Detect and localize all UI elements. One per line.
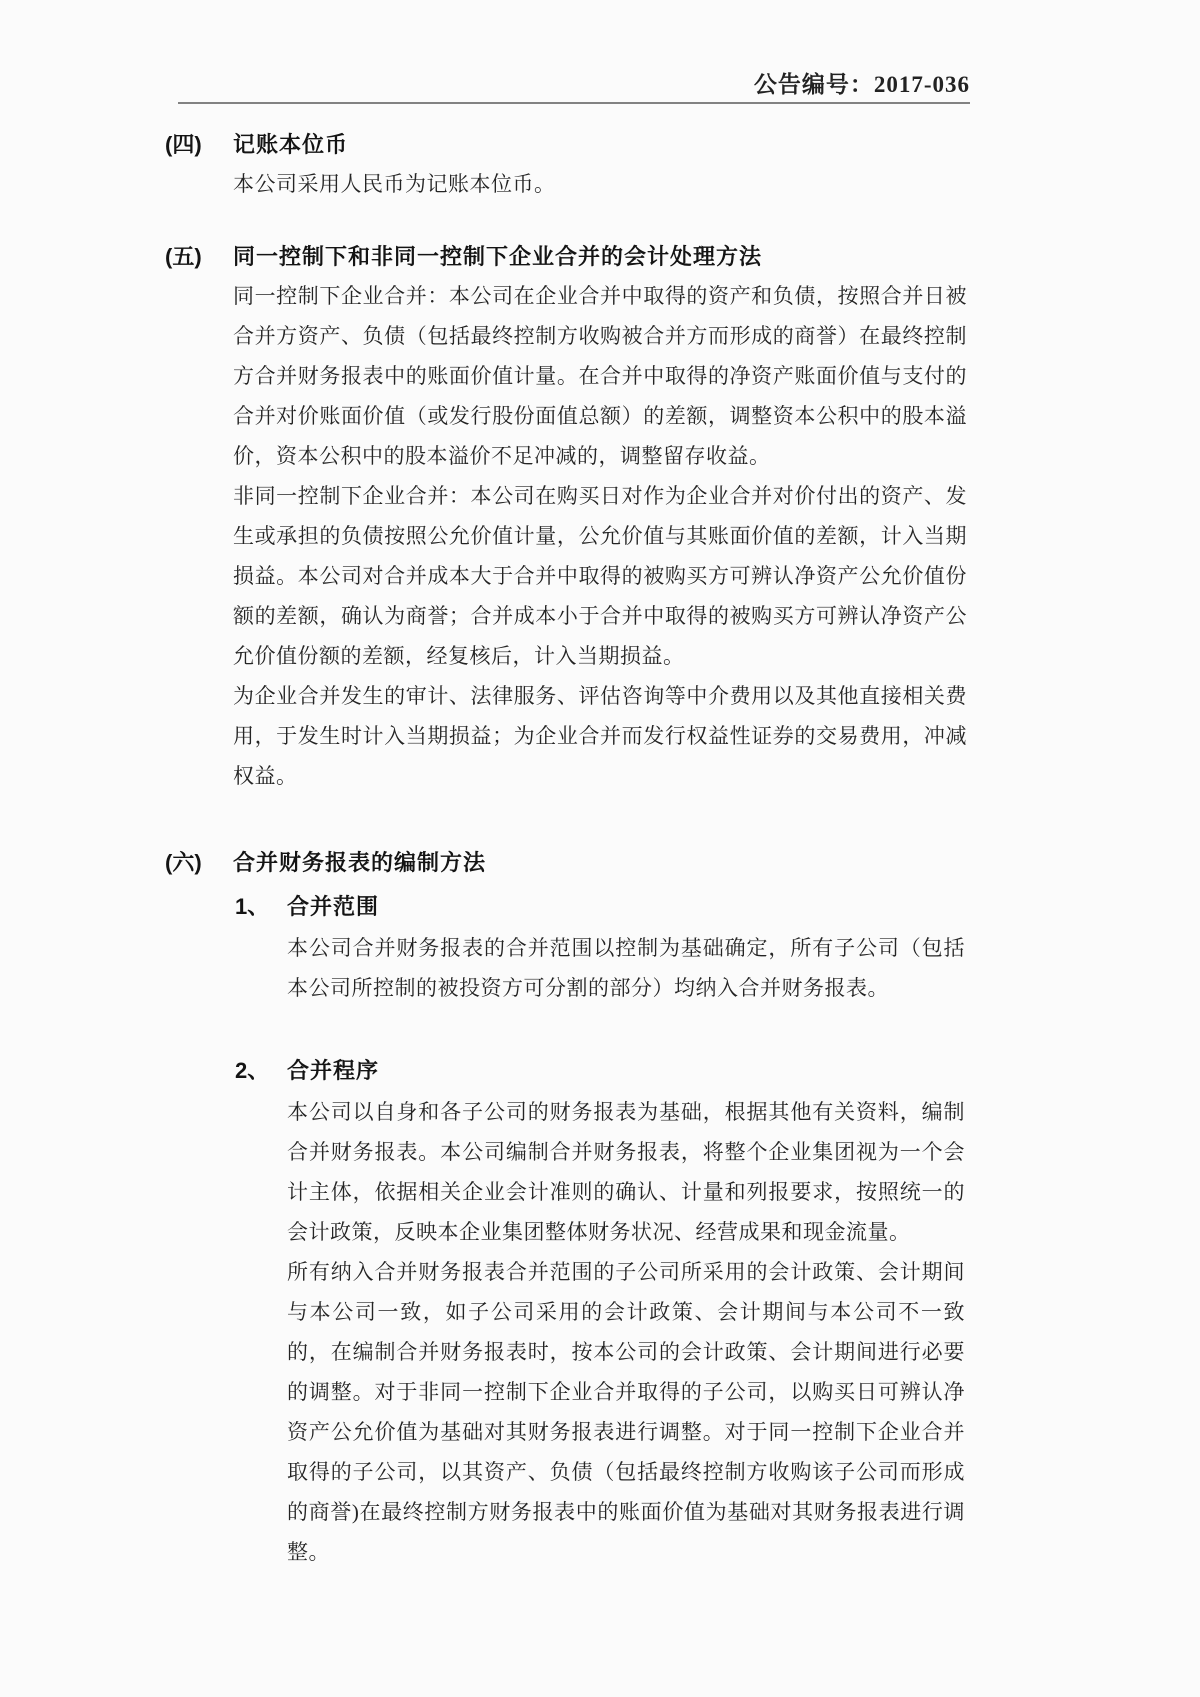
subsection-1-body [287, 928, 965, 1008]
paragraph: 所有纳入合并财务报表合并范围的子公司所采用的会计政策、会计期间与本公司一致，如子公司采用的会计政策、会计期间与本公司不一致的，在编制合并财务报表时，按本公司的会计政策、会计期间进行必要的调整。对于非同一控制下企业合并取得的子公司，以购买日可辨认净资产公允价值为基础对其财务报表进行调整。对于同一控制下企业合并取得的子公司，以其资产、负债（包括最终控制方收购该子公司而形成的商誉)在最终控制方财务报表中的账面价值为基础对其财务报表进行调整。 [287, 1260, 965, 1564]
header-divider [178, 102, 970, 104]
section-6-heading [165, 848, 967, 878]
paragraph: 非同一控制下企业合并：本公司在购买日对作为企业合并对价付出的资产、发生或承担的负债按照公允价值计量，公允价值与其账面价值的差额，计入当期损益。本公司对合并成本大于合并中取得的被购买方可辨认净资产公允价值份额的差额，确认为商誉；合并成本小于合并中取得的被购买方可辨认净资产公允价值份额的差额，经复核后，计入当期损益。 [233, 484, 967, 668]
section-5-title: 同一控制下和非同一控制下企业合并的会计处理方法 [233, 244, 763, 269]
paragraph: 本公司采用人民币为记账本位币。 [233, 172, 556, 196]
section-4-heading [165, 130, 967, 160]
subsection-2-title: 合并程序 [287, 1058, 380, 1083]
section-4-body [233, 164, 967, 204]
announcement-number: 公告编号：2017-036 [753, 72, 970, 97]
subsection-2-heading [235, 1056, 967, 1086]
section-5-heading [165, 242, 967, 272]
paragraph: 本公司合并财务报表的合并范围以控制为基础确定，所有子公司（包括本公司所控制的被投资方可分割的部分）均纳入合并财务报表。 [287, 936, 965, 1000]
subsection-1-heading [235, 892, 967, 922]
subsection-2-body [287, 1092, 965, 1572]
paragraph: 为企业合并发生的审计、法律服务、评估咨询等中介费用以及其他直接相关费用，于发生时计入当期损益；为企业合并而发行权益性证券的交易费用，冲减权益。 [233, 684, 967, 788]
section-4-label: (四) [165, 132, 202, 157]
section-6-title: 合并财务报表的编制方法 [233, 850, 487, 875]
section-5-label: (五) [165, 244, 202, 269]
section-4-title: 记账本位币 [233, 132, 349, 157]
subsection-1-number: 1、 [235, 894, 270, 919]
section-6-label: (六) [165, 850, 202, 875]
section-5-body [233, 276, 967, 796]
paragraph: 本公司以自身和各子公司的财务报表为基础，根据其他有关资料，编制合并财务报表。本公司编制合并财务报表，将整个企业集团视为一个会计主体，依据相关企业会计准则的确认、计量和列报要求，按照统一的会计政策，反映本企业集团整体财务状况、经营成果和现金流量。 [287, 1100, 965, 1244]
document-content [165, 130, 967, 1572]
subsection-1-title: 合并范围 [287, 894, 380, 919]
paragraph: 同一控制下企业合并：本公司在企业合并中取得的资产和负债，按照合并日被合并方资产、负债（包括最终控制方收购被合并方而形成的商誉）在最终控制方合并财务报表中的账面价值计量。在合并中取得的净资产账面价值与支付的合并对价账面价值（或发行股份面值总额）的差额，调整资本公积中的股本溢价，资本公积中的股本溢价不足冲减的，调整留存收益。 [233, 284, 967, 468]
subsection-2-number: 2、 [235, 1058, 270, 1083]
